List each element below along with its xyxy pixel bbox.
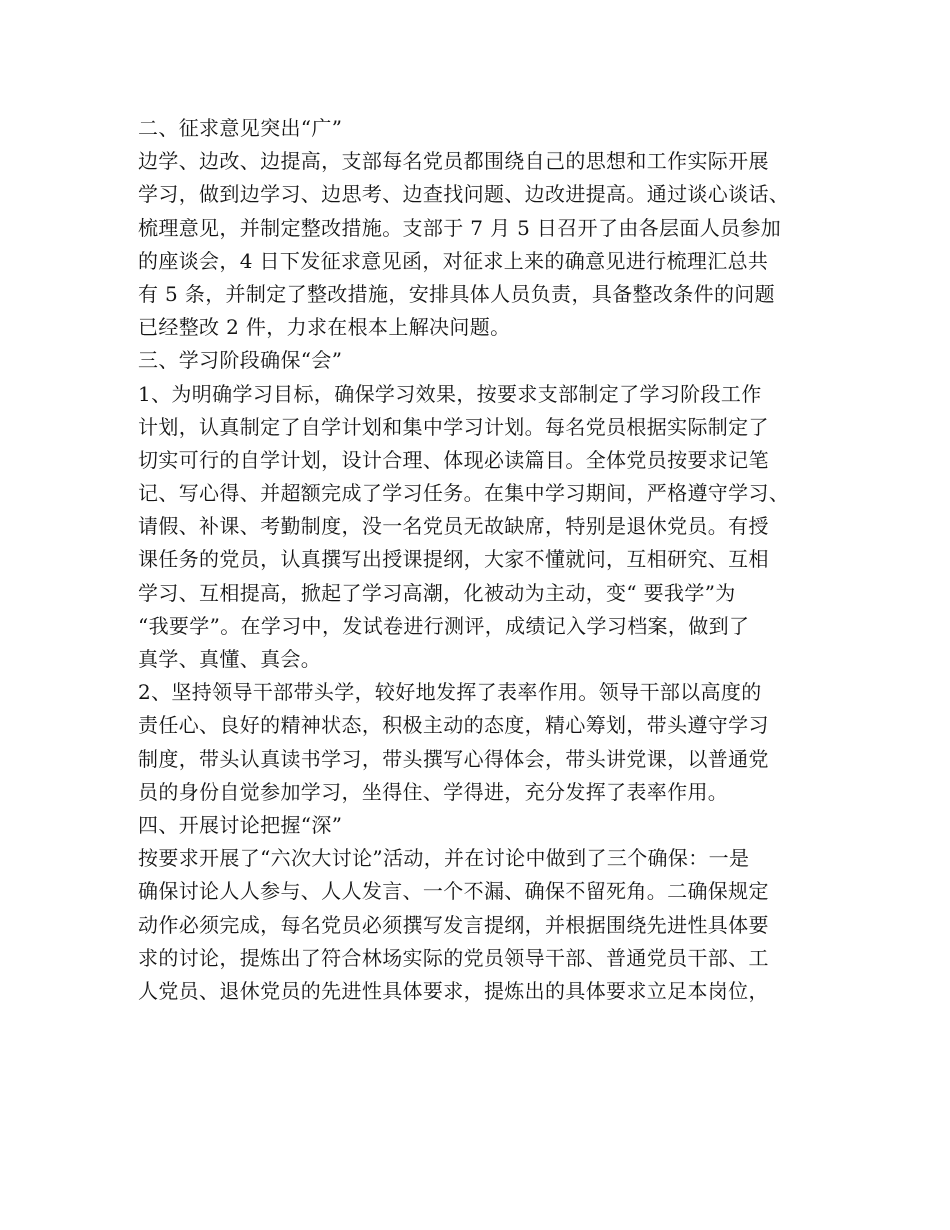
paragraph-line: 记、写心得、并超额完成了学习任务。在集中学习期间，严格遵守学习、 bbox=[138, 481, 790, 506]
paragraph-line: 按要求开展了“六次大讨论”活动，并在讨论中做到了三个确保：一是 bbox=[138, 846, 750, 871]
paragraph-line: 课任务的党员，认真撰写出授课提纲，大家不懂就问，互相研究、互相 bbox=[138, 547, 769, 572]
paragraph-line: 员的身份自觉参加学习，坐得住、学得进，充分发挥了表率作用。 bbox=[138, 779, 729, 804]
paragraph-line: 边学、边改、边提高，支部每名党员都围绕自己的思想和工作实际开展 bbox=[138, 149, 769, 174]
paragraph-line: 学习，做到边学习、边思考、边查找问题、边改进提高。通过谈心谈话、 bbox=[138, 182, 790, 207]
section-heading-2: 二、征求意见突出“广” bbox=[138, 116, 343, 140]
section-heading-3: 三、学习阶段确保“会” bbox=[138, 348, 343, 373]
paragraph-line: 责任心、良好的精神状态，积极主动的态度，精心筹划，带头遵守学习 bbox=[138, 713, 769, 738]
document-body bbox=[138, 112, 828, 1008]
paragraph-line: 计划，认真制定了自学计划和集中学习计划。每名党员根据实际制定了 bbox=[138, 414, 769, 439]
paragraph-line: 学习、互相提高，掀起了学习高潮，化被动为主动，变“ 要我学”为 bbox=[138, 580, 736, 605]
paragraph-line: 的座谈会，4 日下发征求意见函，对征求上来的确意见进行梳理汇总共 bbox=[138, 248, 769, 273]
paragraph-line: 人党员、退休党员的先进性具体要求，提炼出的具体要求立足本岗位， bbox=[138, 978, 769, 1003]
paragraph-line: 制度，带头认真读书学习，带头撰写心得体会，带头讲党课，以普通党 bbox=[138, 746, 769, 771]
section-heading-4: 四、开展讨论把握“深” bbox=[138, 812, 343, 837]
paragraph-line: “我要学”。在学习中，发试卷进行测评，成绩记入学习档案，做到了 bbox=[138, 613, 750, 638]
paragraph-line: 2、坚持领导干部带头学，较好地发挥了表率作用。领导干部以高度的 bbox=[138, 680, 762, 705]
paragraph-line: 1、为明确学习目标，确保学习效果，按要求支部制定了学习阶段工作 bbox=[138, 381, 762, 406]
paragraph-line: 真学、真懂、真会。 bbox=[138, 647, 322, 671]
paragraph-line: 确保讨论人人参与、人人发言、一个不漏、确保不留死角。二确保规定 bbox=[138, 879, 769, 904]
paragraph-line: 请假、补课、考勤制度，没一名党员无故缺席，特别是退休党员。有授 bbox=[138, 514, 769, 539]
paragraph-line: 求的讨论，提炼出了符合林场实际的党员领导干部、普通党员干部、工 bbox=[138, 945, 769, 970]
paragraph-line: 有 5 条，并制定了整改措施，安排具体人员负责，具备整改条件的问题 bbox=[138, 281, 775, 306]
paragraph-line: 梳理意见，并制定整改措施。支部于 7 月 5 日召开了由各层面人员参加 bbox=[138, 215, 782, 240]
paragraph-line: 切实可行的自学计划，设计合理、体现必读篇目。全体党员按要求记笔 bbox=[138, 447, 769, 472]
paragraph-line: 已经整改 2 件，力求在根本上解决问题。 bbox=[138, 315, 511, 340]
paragraph-line: 动作必须完成，每名党员必须撰写发言提纲，并根据围绕先进性具体要 bbox=[138, 912, 769, 937]
